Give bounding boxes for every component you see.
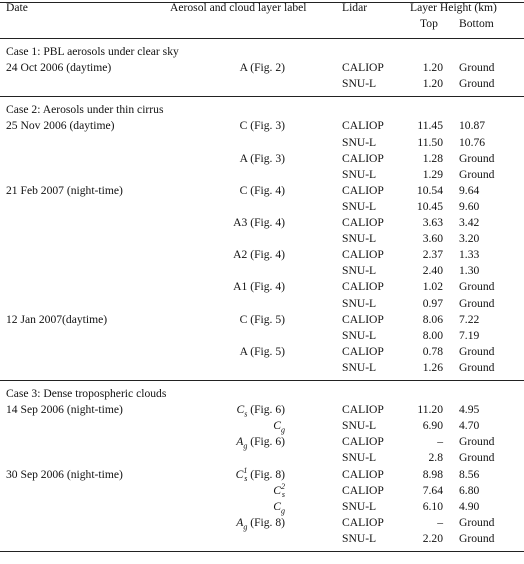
lidar-cell: SNU-L (342, 328, 377, 342)
layer-fig-ref: (Fig. 8) (247, 515, 285, 529)
layer-subscript: g (243, 522, 248, 532)
bottom-height-cell: Ground (459, 515, 495, 529)
bottom-height-cell: 3.20 (459, 232, 480, 246)
table-row (0, 531, 524, 547)
lidar-cell: SNU-L (342, 199, 377, 213)
lidar-cell: CALIOP (342, 280, 384, 294)
top-height-cell: 2.8 (428, 451, 443, 465)
layer-label-cell (160, 434, 285, 450)
table-row (0, 296, 524, 312)
table-row (0, 199, 524, 215)
lidar-cell: SNU-L (342, 499, 377, 513)
bottom-height-cell: 7.19 (459, 328, 480, 342)
lidar-cell: CALIOP (342, 403, 384, 417)
layer-label-cell: A1 (Fig. 4) (233, 280, 285, 294)
table-rule (0, 2, 524, 3)
lidar-cell: SNU-L (342, 360, 377, 374)
bottom-height-cell: 8.56 (459, 467, 480, 481)
bottom-height-cell: Ground (459, 451, 495, 465)
date-cell: 24 Oct 2006 (daytime) (6, 61, 112, 75)
top-height-cell: 3.63 (422, 216, 443, 229)
bottom-height-cell: Ground (459, 280, 495, 294)
table-row (0, 60, 524, 76)
lidar-cell: CALIOP (342, 216, 384, 229)
bottom-height-cell: Ground (459, 531, 495, 545)
layer-subscript: g (281, 425, 285, 435)
table-rule (0, 96, 524, 97)
case-title: Case 1: PBL aerosols under clear sky (6, 45, 179, 58)
table-row (0, 215, 524, 231)
date-cell: 21 Feb 2007 (night-time) (6, 183, 123, 197)
bottom-height-cell: 4.70 (459, 419, 480, 433)
layer-label-cell: A (Fig. 5) (239, 344, 285, 358)
table-row (0, 434, 524, 450)
top-height-cell: 6.10 (422, 499, 443, 513)
layer-subscript: s (244, 409, 248, 419)
top-height-cell: – (437, 515, 443, 529)
top-height-cell: 6.90 (422, 419, 443, 433)
top-height-cell: 0.97 (422, 296, 443, 310)
layer-label-cell (160, 467, 285, 483)
top-height-cell: 0.78 (422, 344, 443, 358)
top-height-cell: 8.00 (422, 328, 443, 342)
layer-subscript: s (244, 473, 248, 483)
table-row (0, 483, 524, 499)
layer-label-cell: A3 (Fig. 4) (233, 216, 285, 229)
case-title-row (0, 44, 524, 60)
bottom-height-cell: Ground (459, 77, 495, 91)
table-row (0, 312, 524, 328)
table-row (0, 515, 524, 531)
date-cell: 25 Nov 2006 (daytime) (6, 119, 115, 133)
layer-fig-ref: (Fig. 6) (247, 435, 285, 449)
layer-subsup (281, 483, 285, 499)
bottom-height-cell: 9.64 (459, 183, 480, 197)
header-label: Aerosol and cloud layer label (170, 1, 307, 14)
table-row (0, 467, 524, 483)
layer-label-cell (160, 499, 285, 515)
date-cell: 30 Sep 2006 (night-time) (6, 467, 123, 481)
header-bottom: Bottom (459, 17, 494, 30)
lidar-cell: SNU-L (342, 232, 377, 246)
layer-symbol: C (235, 467, 244, 481)
case-title-row (0, 386, 524, 402)
layer-subscript: g (243, 441, 248, 451)
layer-symbol: C (273, 483, 281, 497)
layer-fig-ref: (Fig. 6) (247, 403, 285, 417)
lidar-cell: SNU-L (342, 167, 377, 181)
bottom-height-cell: Ground (459, 435, 495, 449)
layer-label-cell (160, 483, 285, 499)
top-height-cell: 1.20 (422, 61, 443, 75)
table-row (0, 247, 524, 263)
bottom-height-cell: 1.30 (459, 264, 480, 278)
lidar-cell: CALIOP (342, 483, 384, 497)
header-top: Top (420, 17, 438, 30)
layer-symbol: C (273, 499, 281, 513)
case-title: Case 2: Aerosols under thin cirrus (6, 103, 164, 117)
date-cell: 14 Sep 2006 (night-time) (6, 403, 123, 417)
top-height-cell: 2.40 (422, 264, 443, 278)
layer-label-cell: C (Fig. 3) (239, 119, 285, 133)
lidar-cell: SNU-L (342, 419, 377, 433)
table-row (0, 279, 524, 295)
bottom-height-cell: 9.60 (459, 199, 480, 213)
header-lidar: Lidar (342, 1, 368, 14)
table-row (0, 231, 524, 247)
bottom-height-cell: Ground (459, 344, 495, 358)
lidar-cell: SNU-L (342, 77, 377, 91)
top-height-cell: 1.28 (422, 151, 443, 165)
lidar-cell: CALIOP (342, 435, 384, 449)
lidar-cell: CALIOP (342, 183, 384, 197)
layer-label-cell (160, 418, 285, 434)
table-row (0, 118, 524, 134)
layer-label-cell: C (Fig. 5) (239, 312, 285, 326)
layer-subscript: g (281, 506, 285, 515)
top-height-cell: 2.20 (422, 531, 443, 545)
lidar-cell: CALIOP (342, 515, 384, 529)
table-row (0, 263, 524, 279)
top-height-cell: 2.37 (422, 248, 443, 262)
bottom-height-cell: 3.42 (459, 216, 480, 229)
lidar-cell: CALIOP (342, 119, 384, 133)
table-row (0, 167, 524, 183)
layer-superscript: 2 (281, 481, 285, 491)
top-height-cell: – (437, 435, 443, 449)
lidar-cell: SNU-L (342, 296, 377, 310)
bottom-height-cell: Ground (459, 61, 495, 75)
layer-label-cell: A (Fig. 3) (239, 151, 285, 165)
bottom-height-cell: 4.90 (459, 499, 480, 513)
bottom-height-cell: Ground (459, 296, 495, 310)
layer-label-cell (160, 515, 285, 531)
bottom-height-cell: Ground (459, 360, 495, 374)
top-height-cell: 3.60 (422, 232, 443, 246)
table-row (0, 328, 524, 344)
layer-superscript: 1 (243, 465, 248, 475)
top-height-cell: 1.26 (422, 360, 443, 374)
table-row (0, 183, 524, 199)
table-rule (0, 38, 524, 39)
top-height-cell: 11.20 (417, 403, 443, 417)
top-height-cell: 7.64 (422, 483, 443, 497)
layer-symbol: C (273, 419, 281, 433)
header-height: Layer Height (km) (410, 1, 497, 14)
lidar-cell: CALIOP (342, 61, 384, 75)
layer-symbol: A (236, 435, 244, 449)
lidar-cell: SNU-L (342, 135, 377, 149)
lidar-cell: CALIOP (342, 312, 384, 326)
top-height-cell: 10.45 (416, 199, 443, 213)
layer-label-cell (160, 402, 285, 418)
top-height-cell: 8.98 (422, 467, 443, 481)
table-row (0, 450, 524, 466)
bottom-height-cell: 4.95 (459, 403, 480, 417)
lidar-cell: CALIOP (342, 467, 384, 481)
layer-label-cell: A2 (Fig. 4) (233, 248, 285, 262)
lidar-cell: CALIOP (342, 151, 384, 165)
lidar-cell: SNU-L (342, 531, 377, 545)
top-height-cell: 1.02 (422, 280, 443, 294)
top-height-cell: 1.20 (422, 77, 443, 91)
table-rule (0, 551, 524, 552)
date-cell: 12 Jan 2007(daytime) (6, 312, 108, 326)
bottom-height-cell: 6.80 (459, 483, 480, 497)
header-subrow (0, 16, 524, 32)
table-row (0, 499, 524, 515)
bottom-height-cell: 10.76 (459, 135, 486, 149)
lidar-cell: CALIOP (342, 344, 384, 358)
bottom-height-cell: Ground (459, 151, 495, 165)
bottom-height-cell: 1.33 (459, 248, 480, 262)
table-row (0, 151, 524, 167)
bottom-height-cell: 10.87 (459, 119, 486, 133)
bottom-height-cell: 7.22 (459, 312, 480, 326)
layer-label-cell: A (Fig. 2) (239, 61, 285, 75)
top-height-cell: 11.50 (417, 135, 443, 149)
lidar-cell: CALIOP (342, 248, 384, 262)
top-height-cell: 1.29 (422, 167, 443, 181)
top-height-cell: 11.45 (417, 119, 443, 133)
table-row (0, 76, 524, 92)
layer-subscript: s (281, 489, 285, 499)
case-title-row (0, 102, 524, 118)
table-row (0, 418, 524, 434)
case-title: Case 3: Dense tropospheric clouds (6, 387, 167, 400)
top-height-cell: 10.54 (416, 183, 443, 197)
lidar-cell: SNU-L (342, 451, 377, 465)
lidar-cell: SNU-L (342, 264, 377, 278)
top-height-cell: 8.06 (422, 312, 443, 326)
header-date: Date (6, 1, 28, 14)
table-row (0, 135, 524, 151)
table-row (0, 402, 524, 418)
layer-symbol: A (236, 515, 244, 529)
layer-fig-ref: (Fig. 8) (247, 467, 285, 481)
table-row (0, 360, 524, 376)
bottom-height-cell: Ground (459, 167, 495, 181)
layer-label-cell: C (Fig. 4) (239, 183, 285, 197)
layer-symbol: C (236, 403, 245, 417)
table-row (0, 344, 524, 360)
table-rule (0, 380, 524, 381)
